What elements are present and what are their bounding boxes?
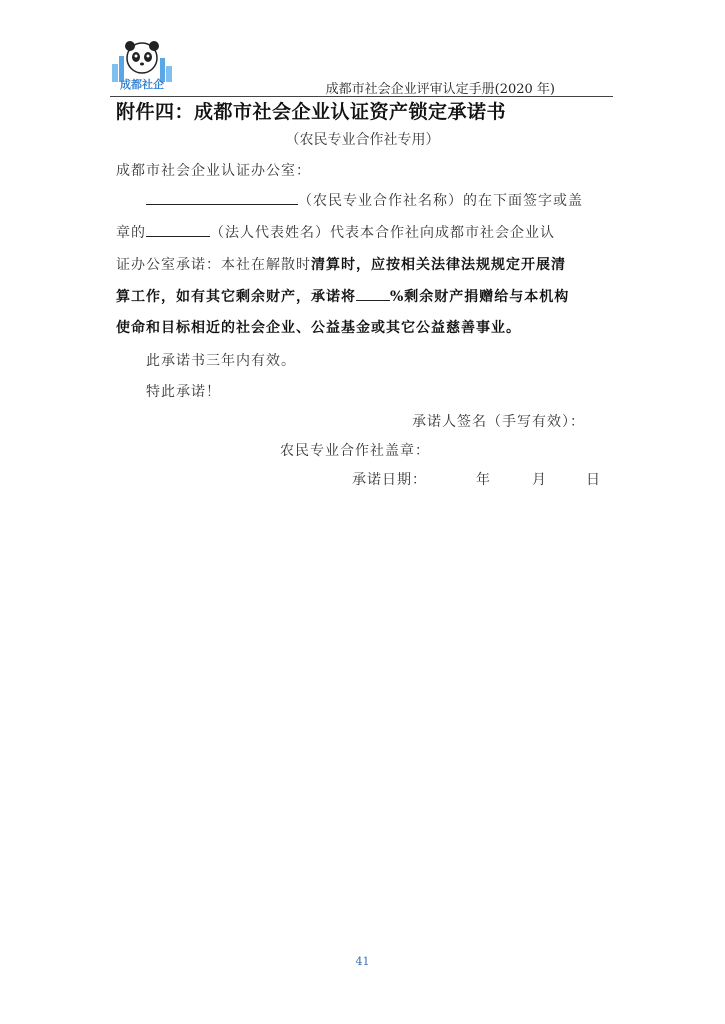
cooperative-name-blank — [146, 190, 298, 205]
legal-rep-name-blank — [146, 222, 210, 237]
paragraph-line-2 — [116, 222, 555, 242]
page-number: 41 — [355, 955, 370, 968]
day-label: 日 — [586, 472, 601, 488]
document-title: 附件四：成都市社会企业认证资产锁定承诺书 — [116, 101, 507, 123]
closing-statement: 特此承诺！ — [146, 384, 221, 400]
seal-label: 农民专业合作社盖章： — [280, 443, 430, 459]
addressee: 成都市社会企业认证办公室： — [116, 163, 311, 179]
legal-rep-text: （法人代表姓名）代表本合作社向成都市社会企业认 — [210, 225, 555, 241]
month-label: 月 — [532, 472, 547, 488]
donation-text: %剩余财产捐赠给与本机构 — [390, 289, 570, 305]
date-row — [352, 469, 427, 489]
commitment-bold-text: 清算时，应按相关法律法规规定开展清 — [311, 257, 566, 273]
paragraph-line-1 — [146, 190, 583, 210]
logo-text: 成都社企 — [120, 78, 164, 91]
commitment-text: 证办公室承诺：本社在解散时 — [116, 257, 311, 273]
remaining-assets-text: 算工作，如有其它剩余财产，承诺将 — [116, 289, 356, 305]
paragraph-line-4 — [116, 286, 569, 306]
date-label: 承诺日期： — [352, 472, 427, 488]
signer-label: 承诺人签名（手写有效）： — [412, 414, 585, 430]
document-subtitle: （农民专业合作社专用） — [285, 132, 440, 148]
seal-text: 章的 — [116, 225, 146, 241]
percentage-blank — [356, 286, 390, 301]
manual-title: 成都市社会企业评审认定手册(2020 年) — [325, 82, 555, 97]
cooperative-name-text: （农民专业合作社名称）的在下面签字或盖 — [298, 193, 583, 209]
validity-statement: 此承诺书三年内有效。 — [146, 353, 296, 369]
paragraph-line-5: 使命和目标相近的社会企业、公益基金或其它公益慈善事业。 — [116, 320, 521, 336]
year-label: 年 — [476, 472, 491, 488]
paragraph-line-3 — [116, 254, 566, 274]
